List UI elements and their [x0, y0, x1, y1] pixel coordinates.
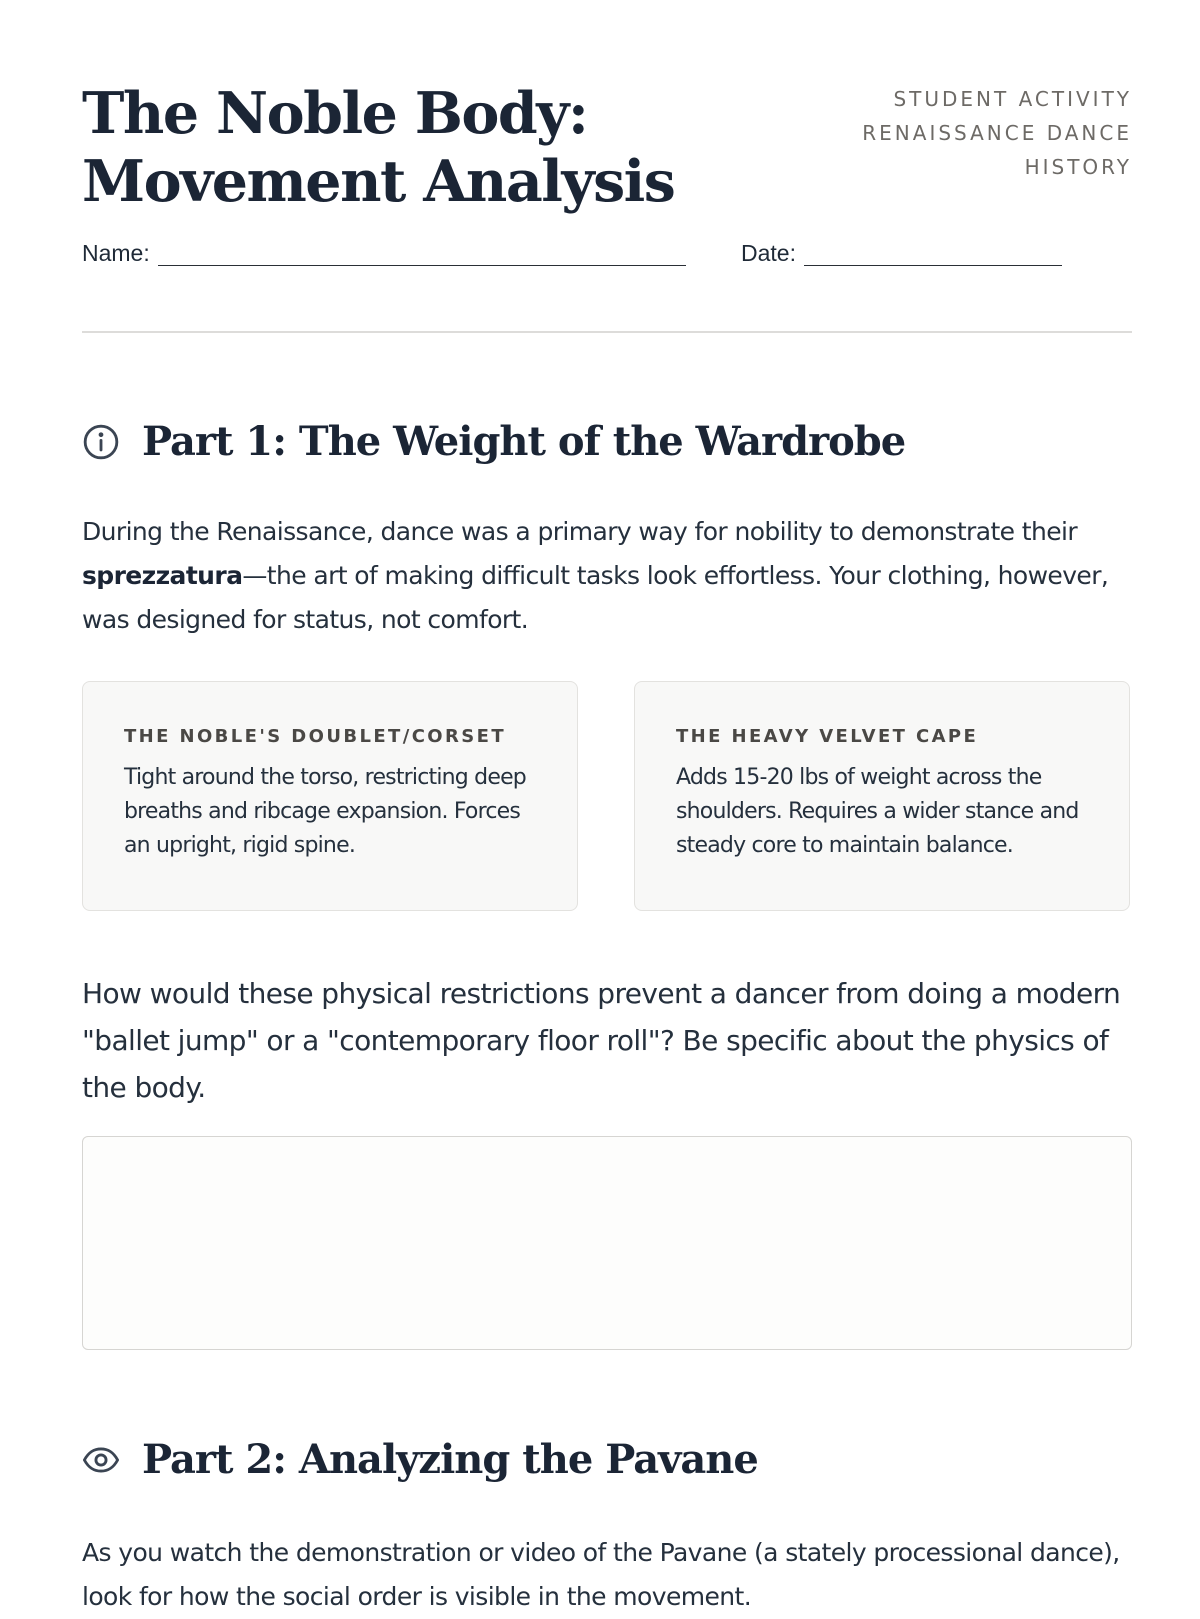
meta-line-3: HISTORY — [1024, 155, 1132, 179]
part2-intro: As you watch the demonstration or video of the Pavane (a stately processional dance), look for how the social order is visible in the movement. — [82, 1538, 1120, 1611]
date-blank-line[interactable] — [804, 243, 1062, 266]
part1-intro — [82, 510, 1142, 642]
part1-intro-start: During the Renaissance, dance was a primary way for nobility to demonstrate their — [82, 517, 1078, 546]
title-line-2: Movement Analysis — [82, 148, 675, 215]
meta-line-1: STUDENT ACTIVITY — [893, 87, 1132, 111]
part1-question: How would these physical restrictions prevent a dancer from doing a modern "ballet jump" or a "contemporary floor roll"? Be specific about the physics of the body. — [82, 977, 1121, 1104]
info-circle-icon — [82, 423, 120, 461]
meta-line-2: RENAISSANCE DANCE — [862, 121, 1132, 145]
part1-answer-box[interactable] — [82, 1136, 1132, 1350]
part2-heading-text: Part 2: Analyzing the Pavane — [142, 1436, 758, 1483]
cape-card-body: Adds 15-20 lbs of weight across the shoulders. Requires a wider stance and steady core to maintain balance. — [676, 765, 1079, 858]
title-line-1: The Noble Body: — [82, 80, 588, 147]
part1-heading — [82, 418, 905, 465]
sprezzatura-term: sprezzatura — [82, 561, 243, 590]
page-title — [82, 80, 674, 216]
name-field[interactable] — [82, 240, 686, 267]
cape-card-title: THE HEAVY VELVET CAPE — [676, 726, 979, 747]
date-label: Date: — [741, 240, 796, 266]
doublet-card — [82, 681, 578, 911]
eye-icon — [82, 1441, 120, 1479]
header-divider — [82, 331, 1132, 333]
name-label: Name: — [82, 240, 150, 266]
part1-heading-text: Part 1: The Weight of the Wardrobe — [142, 418, 906, 465]
date-field[interactable] — [741, 240, 1062, 267]
part1-intro-end: —the art of making difficult tasks look effortless. Your clothing, however, was designed for status, not comfort. — [82, 561, 1109, 634]
activity-meta — [862, 82, 1132, 184]
cape-card — [634, 681, 1130, 911]
name-blank-line[interactable] — [158, 243, 686, 266]
part2-heading — [82, 1436, 758, 1483]
doublet-card-title: THE NOBLE'S DOUBLET/CORSET — [124, 726, 507, 747]
doublet-card-body: Tight around the torso, restricting deep breaths and ribcage expansion. Forces an upright, rigid spine. — [124, 765, 526, 858]
